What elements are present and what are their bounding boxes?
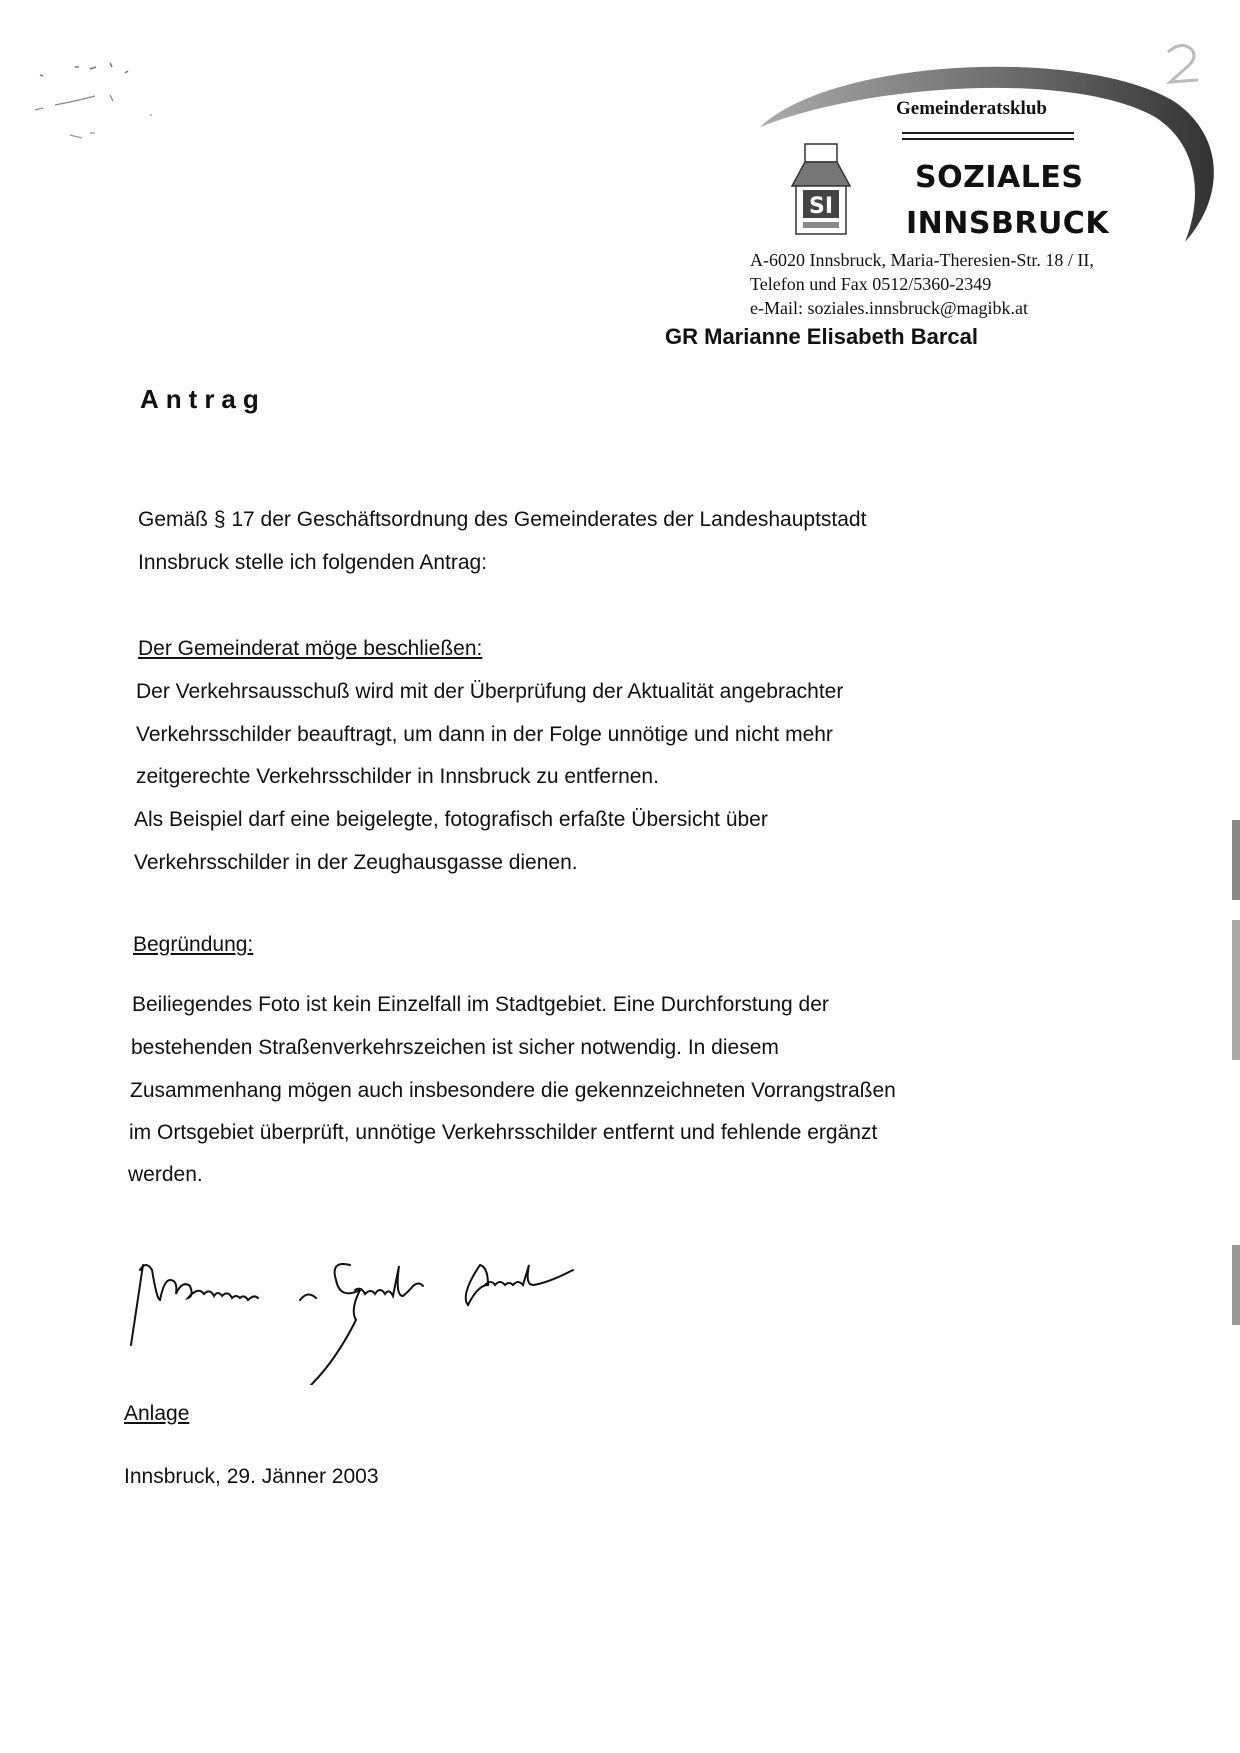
scan-edge [1232, 820, 1240, 900]
club-rule [902, 138, 1074, 140]
motion-line: Verkehrsschilder beauftragt, um dann in der Folge unnötige und nicht mehr [136, 723, 833, 746]
logo-house-icon [790, 142, 852, 236]
scan-edge [1232, 1245, 1240, 1325]
motion-line: Als Beispiel darf eine beigelegte, fotografisch erfaßte Übersicht über [134, 808, 768, 831]
reason-line: Beiliegendes Foto ist kein Einzelfall im Stadtgebiet. Eine Durchforstung der [132, 993, 829, 1016]
reason-line: Zusammenhang mögen auch insbesondere die gekennzeichneten Vorrangstraßen [130, 1079, 896, 1102]
intro-line: Gemäß § 17 der Geschäftsordnung des Gemeinderates der Landeshauptstadt [138, 508, 867, 531]
reason-line: bestehenden Straßenverkehrszeichen ist sicher notwendig. In diesem [131, 1036, 779, 1059]
reason-heading: Begründung: [133, 933, 254, 956]
reason-line: werden. [128, 1163, 203, 1186]
handwritten-signature [115, 1245, 675, 1385]
brand-soziales: SOZIALES [915, 160, 1084, 195]
brand-innsbruck: INNSBRUCK [906, 206, 1110, 241]
place-date: Innsbruck, 29. Jänner 2003 [124, 1465, 379, 1488]
scan-edge [1232, 920, 1240, 1060]
motion-line: zeitgerechte Verkehrsschilder in Innsbruck zu entfernen. [136, 765, 659, 788]
page-title: Antrag [140, 384, 266, 414]
phone-fax-line: Telefon und Fax 0512/5360-2349 [750, 274, 992, 294]
club-label: Gemeinderatsklub [896, 98, 1047, 119]
attachment-label: Anlage [124, 1402, 190, 1425]
councillor-name: GR Marianne Elisabeth Barcal [665, 324, 978, 349]
club-rule [902, 132, 1074, 134]
email-line: e-Mail: soziales.innsbruck@magibk.at [750, 298, 1029, 318]
intro-line: Innsbruck stelle ich folgenden Antrag: [138, 551, 488, 574]
scan-marks [30, 55, 180, 140]
motion-line: Der Verkehrsausschuß wird mit der Überprüfung der Aktualität angebrachter [136, 680, 844, 703]
motion-line: Verkehrsschilder in der Zeughausgasse dienen. [134, 851, 578, 874]
motion-heading: Der Gemeinderat möge beschließen: [138, 637, 483, 660]
address-line: A-6020 Innsbruck, Maria-Theresien-Str. 18 / II, [750, 250, 1094, 270]
logo-text: SI [808, 194, 834, 219]
reason-line: im Ortsgebiet überprüft, unnötige Verkehrsschilder entfernt und fehlende ergänzt [129, 1121, 878, 1144]
